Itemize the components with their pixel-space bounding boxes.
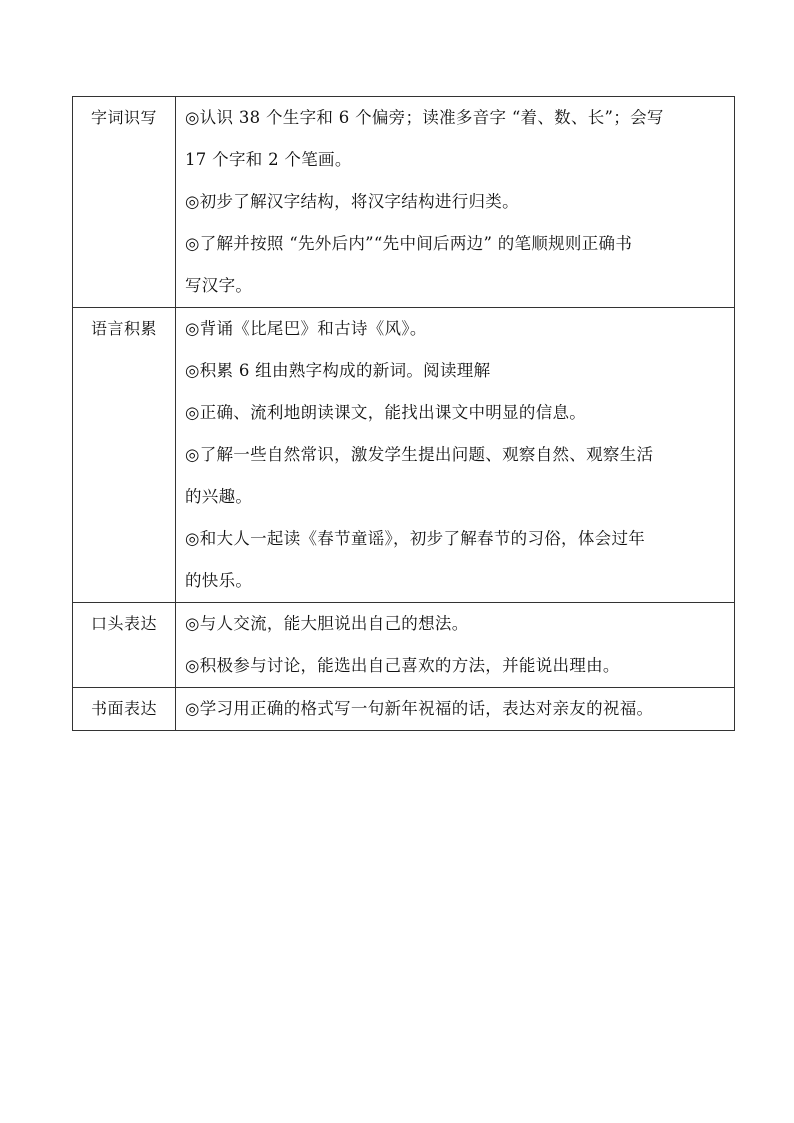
row-category: 口头表达	[90, 614, 157, 633]
table-row	[73, 308, 735, 603]
content-line: ◎正确、流利地朗读课文，能找出课文中明显的信息。	[185, 403, 587, 422]
row-category: 字词识写	[90, 108, 157, 127]
content-line: ◎认识 38 个生字和 6 个偏旁；读准多音字 “着、数、长”；会写	[185, 108, 664, 127]
row-category-cell	[73, 97, 176, 308]
table-row	[73, 97, 735, 308]
row-content-cell	[176, 308, 735, 603]
row-category: 语言积累	[90, 319, 157, 338]
row-content-cell	[176, 688, 735, 731]
row-category-cell	[73, 308, 176, 603]
content-line: ◎初步了解汉字结构，将汉字结构进行归类。	[185, 192, 519, 211]
row-category-cell	[73, 603, 176, 688]
content-line: 17 个字和 2 个笔画。	[185, 150, 352, 169]
row-content-cell	[176, 603, 735, 688]
content-line: ◎与人交流，能大胆说出自己的想法。	[185, 614, 469, 633]
learning-goals-table	[72, 96, 735, 731]
row-category-cell	[73, 688, 176, 731]
content-line: 写汉字。	[185, 276, 253, 295]
table-row	[73, 603, 735, 688]
row-content-cell	[176, 97, 735, 308]
content-line: ◎了解并按照 “先外后内”“先中间后两边” 的笔顺规则正确书	[185, 234, 633, 253]
content-line: 的兴趣。	[185, 487, 253, 506]
content-line: ◎积极参与讨论，能选出自己喜欢的方法，并能说出理由。	[185, 656, 620, 675]
content-line: ◎和大人一起读《春节童谣》，初步了解春节的习俗，体会过年	[185, 529, 646, 548]
content-line: 的快乐。	[185, 571, 253, 590]
content-line: ◎学习用正确的格式写一句新年祝福的话，表达对亲友的祝福。	[185, 699, 654, 718]
content-line: ◎背诵《比尾巴》和古诗《风》。	[185, 319, 427, 338]
content-line: ◎积累 6 组由熟字构成的新词。阅读理解	[185, 361, 491, 380]
content-line: ◎了解一些自然常识，激发学生提出问题、观察自然、观察生活	[185, 445, 654, 464]
row-category: 书面表达	[90, 699, 157, 718]
table-row	[73, 688, 735, 731]
